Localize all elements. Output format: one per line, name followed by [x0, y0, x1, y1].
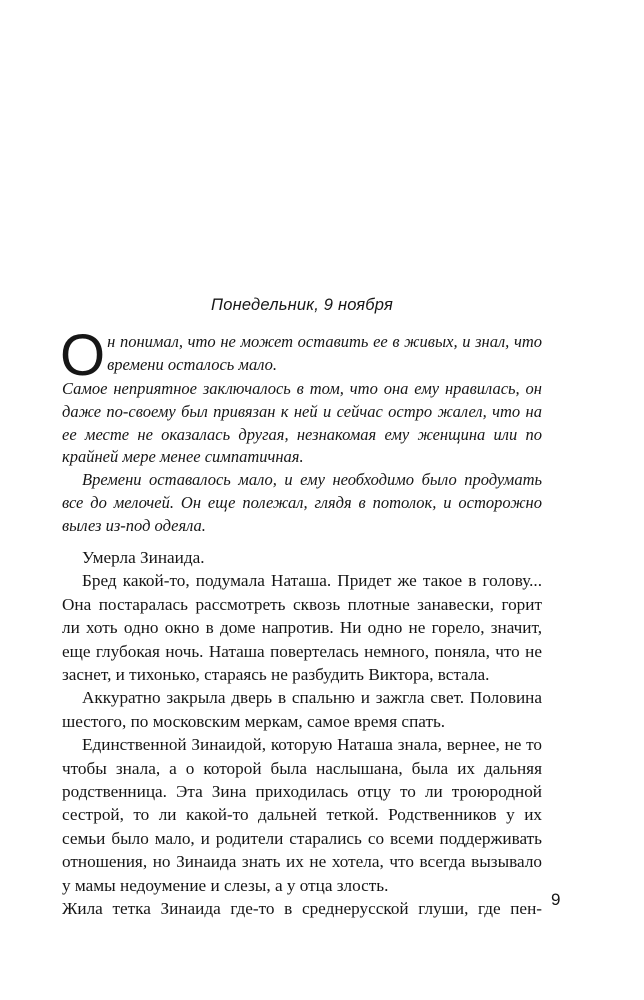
- prologue-block: [60, 323, 542, 538]
- prologue-paragraph-text: н понимал, что не может оставить ее в живых, и знал, что времени осталось мало.: [107, 332, 542, 374]
- text-paragraph: Бред какой-то, подумала Наташа. Придет же такое в голову... Она постаралась рассмотреть сквозь плотные занавески, горит ли хоть одно окно в доме напротив. Ни одно не горело, значит, еще глубокая ночь. Наташа повертелась немного, поняла, что не заснет, и тихонько, стараясь не разбудить Виктора, встала.: [62, 571, 542, 685]
- text-paragraph: Единственной Зинаидой, которую Наташа знала, вернее, не то чтобы знала, а о которой была наслышана, была их дальняя родственница. Эта Зина приходилась отцу то ли троюродной сестрой, то ли какой-то дальней теткой. Родственников у их семьи было мало, и родители старались со всеми поддерживать отношения, но Зинаида знать их не хотела, что всегда вызывало у мамы недоумение и слезы, а у отца злость.: [62, 735, 542, 895]
- drop-cap: О: [60, 323, 106, 388]
- chapter-heading: Понедельник, 9 ноября: [211, 296, 393, 314]
- text-paragraph: Умерла Зинаида.: [82, 548, 205, 567]
- text-paragraph: Аккуратно закрыла дверь в спальню и зажгла свет. Половина шестого, по московским меркам, самое время спать.: [62, 688, 542, 731]
- prologue-paragraph: Самое неприятное заключалось в том, что она ему нравилась, он даже по-своему был привязан к ней и сейчас остро жалел, что на ее месте не оказалась другая, незнакомая ему женщина или по крайней мере менее симпатичная.: [62, 379, 542, 467]
- prologue-paragraph: [60, 323, 542, 388]
- main-text-block: [62, 546, 542, 921]
- text-paragraph: Жила тетка Зинаида где-то в среднерусской глуши, где пен-: [62, 899, 542, 919]
- page-number: 9: [551, 890, 561, 909]
- prologue-paragraph: Времени оставалось мало, и ему необходимо было продумать все до мелочей. Он еще полежал, глядя в потолок, и осторожно вылез из-под одеяла.: [62, 470, 542, 535]
